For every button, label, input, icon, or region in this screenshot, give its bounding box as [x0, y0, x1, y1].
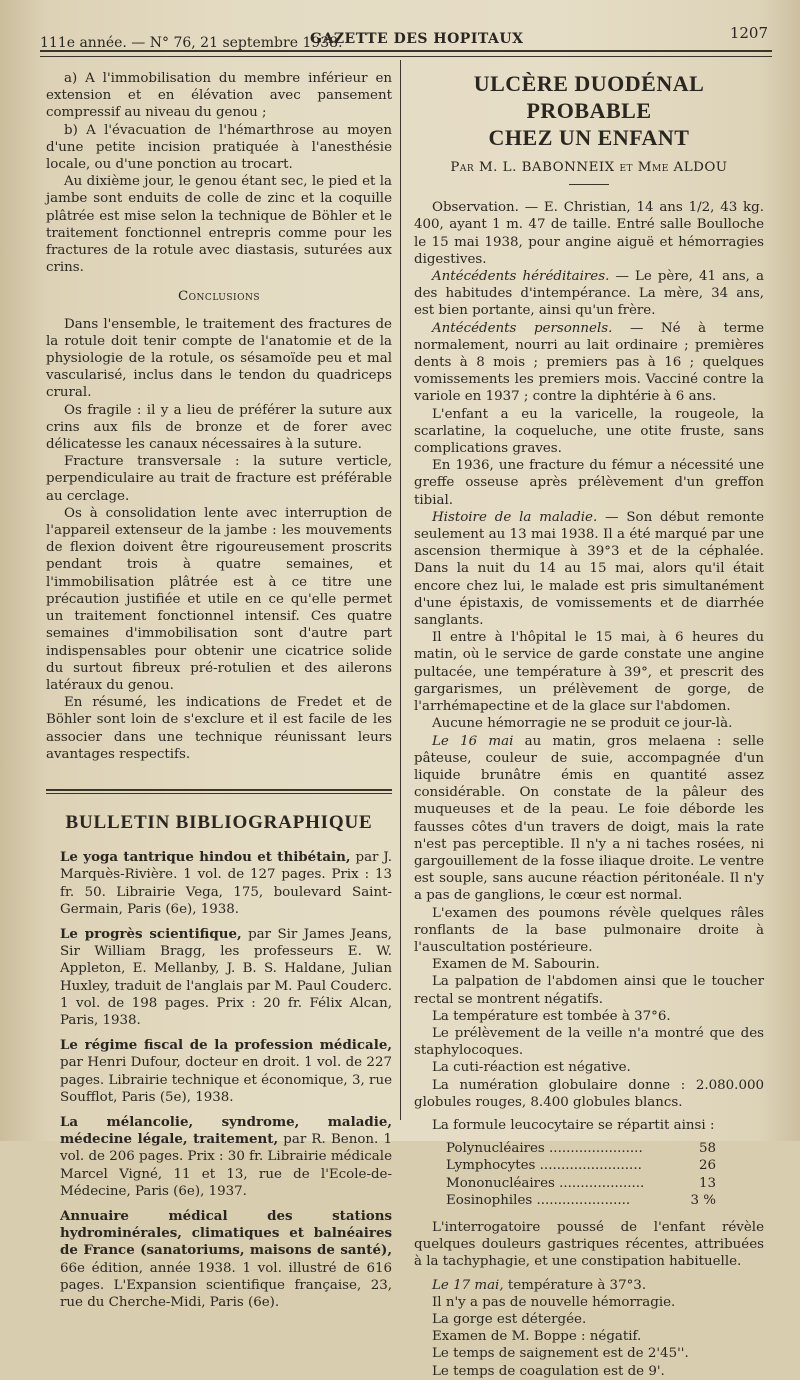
page-number: 1207 [729, 24, 768, 42]
paragraph: Il entre à l'hôpital le 15 mai, à 6 heures du matin, où le service de garde constate une angine pultacée, une température à 39°, et prescrit des gargarismes, un prélèvement de gorge, de l'arrhémapectine et de la glace sur l'abdomen. [414, 630, 764, 715]
short-rule [569, 184, 609, 185]
paragraph: La palpation de l'abdomen ainsi que le toucher rectal se montrent négatifs. [414, 974, 764, 1007]
paragraph: La formule leucocytaire se répartit ainsi : [432, 1117, 715, 1133]
paragraph: Dans l'ensemble, le traitement des fractures de la rotule doit tenir compte de l'anatomie et de la physiologie de la rotule, os sésamoïde peu et mal vascularisé, inclus dans le tendon du quadriceps crural. [46, 316, 392, 401]
paragraph: L'enfant a eu la varicelle, la rougeole, la scarlatine, la coqueluche, une otite fruste, sans complications graves. [414, 406, 764, 457]
article-title-line1: ULCÈRE DUODÉNAL PROBABLE [473, 71, 705, 123]
section-rule-thin [46, 793, 392, 794]
paragraph: La numération globulaire donne : 2.080.000 globules rouges, 8.400 globules blancs. [414, 1077, 764, 1110]
article-title-line2: CHEZ UN ENFANT [488, 125, 690, 150]
paragraph-text: — Le père, 41 ans, a des habitudes d'intempérance. La mère, 34 ans, est bien portante, ainsi qu'un frère. [414, 269, 765, 319]
right-column [414, 70, 764, 1380]
left-column [46, 70, 392, 1319]
leukocyte-table [446, 1140, 716, 1209]
biblio-entry [46, 926, 392, 1029]
label-italic: Antécédents personnels. [432, 320, 613, 336]
cell-name: Lymphocytes ........................ [446, 1158, 642, 1174]
paragraph-text: — Son début remonte seulement au 13 mai 1938. Il a été marqué par une ascension thermique à 39°3 et de la céphalée. Dans la nuit du 14 au 15 mai, alors qu'il était encore chez lui, le malade est pris simultanément d'une épistaxis, de vomissements et de diarrhée sanglants. [414, 509, 764, 629]
header-rule-thin [40, 56, 772, 57]
paragraph: Le prélèvement de la veille n'a montré que des staphylocoques. [414, 1025, 764, 1059]
paragraph [414, 320, 764, 406]
paragraph: La cuti-réaction est négative. [432, 1060, 631, 1076]
journal-title: GAZETTE DES HOPITAUX [310, 31, 524, 47]
cell-value: 3 % [690, 1192, 716, 1208]
biblio-entry [46, 1208, 392, 1311]
table-row [446, 1175, 716, 1192]
paragraph: En résumé, les indications de Fredet et de Böhler sont loin de s'exclure et il est facile de les associer dans une technique réunissant leurs avantages respectifs. [46, 695, 392, 762]
paragraph: Le temps de coagulation est de 9'. [432, 1363, 665, 1379]
paragraph [414, 733, 764, 905]
paragraph: Il n'y a pas de nouvelle hémorragie. [432, 1294, 676, 1310]
section-rule [46, 789, 392, 791]
paragraph: b) A l'évacuation de l'hémarthrose au moyen d'une petite incision pratiquée à l'anesthésie locale, ou d'une ponction au trocart. [46, 122, 392, 173]
paragraph [414, 1277, 764, 1294]
biblio-title: Le yoga tantrique hindou et thibétain, [60, 849, 351, 866]
biblio-entry [46, 849, 392, 918]
paragraph-text: — Né à terme normalement, nourri au lait ordinaire ; premières dents à 8 mois ; premiers pas à 16 ; quelques vomissements les premiers mois. Vacciné contre la variole en 1937 ; contre la diphtérie à 6 ans. [414, 320, 764, 405]
biblio-details: par J. Marquès-Rivière. 1 vol. de 127 pages. Prix : 13 fr. 50. Librairie Vega, 175, boulevard Saint-Germain, Paris (6e), 1938. [60, 850, 392, 917]
biblio-title: Annuaire médical des stations hydrominérales, climatiques et balnéaires de France (sanatoriums, maisons de santé), [60, 1207, 392, 1259]
cell-value: 58 [698, 1141, 716, 1157]
paragraph: Le temps de saignement est de 2'45''. [432, 1346, 689, 1362]
paragraph: Examen de M. Sabourin. [432, 957, 600, 973]
table-row [446, 1157, 716, 1174]
biblio-details: par R. Benon. 1 vol. de 206 pages. Prix : 30 fr. Librairie médicale Marcel Vigné, 11 et 13, rue de l'Ecole-de-Médecine, Paris (6e), 1937. [60, 1132, 392, 1199]
paragraph: En 1936, une fracture du fémur a nécessité une greffe osseuse après prélèvement d'un greffon tibial. [414, 458, 764, 508]
paragraph-text: température à 37°3. [503, 1277, 647, 1293]
paragraph: Fracture transversale : la suture verticle, perpendiculaire au trait de fracture est préférable au cerclage. [46, 454, 392, 504]
paragraph: Au dixième jour, le genou étant sec, le pied et la jambe sont enduits de colle de zinc et la coquille plâtrée est mise selon la technique de Böhler et le traitement fonctionnel entrepris comme pour les fractures de la rotule avec diastasis, suturées aux crins. [46, 174, 392, 276]
cell-value: 13 [698, 1175, 716, 1191]
paragraph: Aucune hémorragie ne se produit ce jour-là. [432, 716, 733, 732]
label-italic: Le 17 mai, [432, 1277, 504, 1293]
paragraph: Examen de M. Boppe : négatif. [432, 1329, 642, 1345]
biblio-details: par Sir James Jeans, Sir William Bragg, les professeurs E. W. Appleton, E. Mellanby, J. B. S. Haldane, Julian Huxley, traduit de l'anglais par M. Paul Couderc. 1 vol. de 198 pages. Prix : 20 fr. Félix Alcan, Paris, 1938. [60, 926, 392, 1028]
observation-paragraph: Observation. — E. Christian, 14 ans 1/2, 43 kg. 400, ayant 1 m. 47 de taille. Entré salle Boulloche le 15 mai 1938, pour angine aiguë et hémorragies digestives. [414, 200, 764, 267]
biblio-entry [46, 1114, 392, 1200]
biblio-details: par Henri Dufour, docteur en droit. 1 vol. de 227 pages. Librairie technique et économique, 3, rue Soufflot, Paris (5e), 1938. [60, 1055, 392, 1105]
paragraph [414, 509, 764, 629]
article-authors: Par M. L. BABONNEIX et Mme ALDOU [450, 160, 728, 175]
conclusions-heading: Conclusions [177, 289, 261, 305]
biblio-title: Le régime fiscal de la profession médicale, [60, 1037, 392, 1054]
label-italic: Le 16 mai [432, 733, 514, 749]
header-rule [40, 50, 772, 52]
bibliography-heading: BULLETIN BIBLIOGRAPHIQUE [65, 811, 373, 833]
paragraph: L'examen des poumons révèle quelques râles ronflants de la base pulmonaire droite à l'auscultation postérieure. [414, 905, 764, 955]
biblio-title: Le progrès scientifique, [60, 925, 242, 942]
paragraph: Os à consolidation lente avec interruption de l'appareil extenseur de la jambe : les mouvements de flexion doivent être rigoureusement proscrits pendant trois à quatre semaines, et l'immobilisation plâtrée est à ce titre une précaution justifiée et utile en ce qu'elle permet un traitement fonctionnel intensif. Ces quatre semaines d'immobilisation sont d'autre part indispensables pour obtenir une cicatrice solide du surtout fibreux pré-rotulien et des ailerons latéraux du genou. [46, 505, 392, 693]
issue-info: 111e année. — N° 76, 21 septembre 1938. [40, 35, 343, 51]
paragraph-text: au matin, gros melaena : selle pâteuse, couleur de suie, accompagnée d'un liquide brunâtre émis en quantité assez considérable. On constate de la pâleur des muqueuses et de la peau. Le foie déborde les fausses côtes d'un travers de doigt, mais la rate n'est pas perceptible. Il n'y a ni taches rosées, ni gargouillement de la fosse iliaque droite. Le ventre est souple, sans aucune réaction péritonéale. Il n'y a pas de ganglions, le cœur est normal. [414, 733, 764, 904]
paragraph [414, 268, 764, 320]
paragraph: Os fragile : il y a lieu de préférer la suture aux crins aux fils de bronze et de forer avec délicatesse les canaux nécessaires à la suture. [46, 402, 392, 453]
paragraph: La température est tombée à 37°6. [432, 1008, 671, 1024]
paragraph: L'interrogatoire poussé de l'enfant révèle quelques douleurs gastriques récentes, attribuées à la tachyphagie, et une constipation habituelle. [414, 1219, 764, 1270]
biblio-entry [46, 1037, 392, 1106]
cell-name: Polynucléaires ...................... [446, 1141, 643, 1157]
label-italic: Antécédents héréditaires. [432, 269, 610, 285]
paragraph: a) A l'immobilisation du membre inférieur en extension et en élévation avec pansement compressif au niveau du genou ; [46, 71, 392, 121]
biblio-title: La mélancolie, syndrome, maladie, médecine légale, traitement, [60, 1113, 392, 1148]
biblio-details: 66e édition, année 1938. 1 vol. illustré de 616 pages. L'Expansion scientifique française, 23, rue du Cherche-Midi, Paris (6e). [60, 1260, 392, 1310]
cell-value: 26 [698, 1158, 716, 1174]
column-divider [400, 60, 401, 1120]
table-row [446, 1140, 716, 1157]
page-header [40, 24, 768, 51]
cell-name: Eosinophiles ...................... [446, 1192, 631, 1208]
table-row [446, 1192, 716, 1209]
cell-name: Mononucléaires .................... [446, 1175, 645, 1191]
label-italic: Histoire de la maladie. [432, 509, 598, 525]
paragraph: La gorge est détergée. [432, 1312, 587, 1327]
